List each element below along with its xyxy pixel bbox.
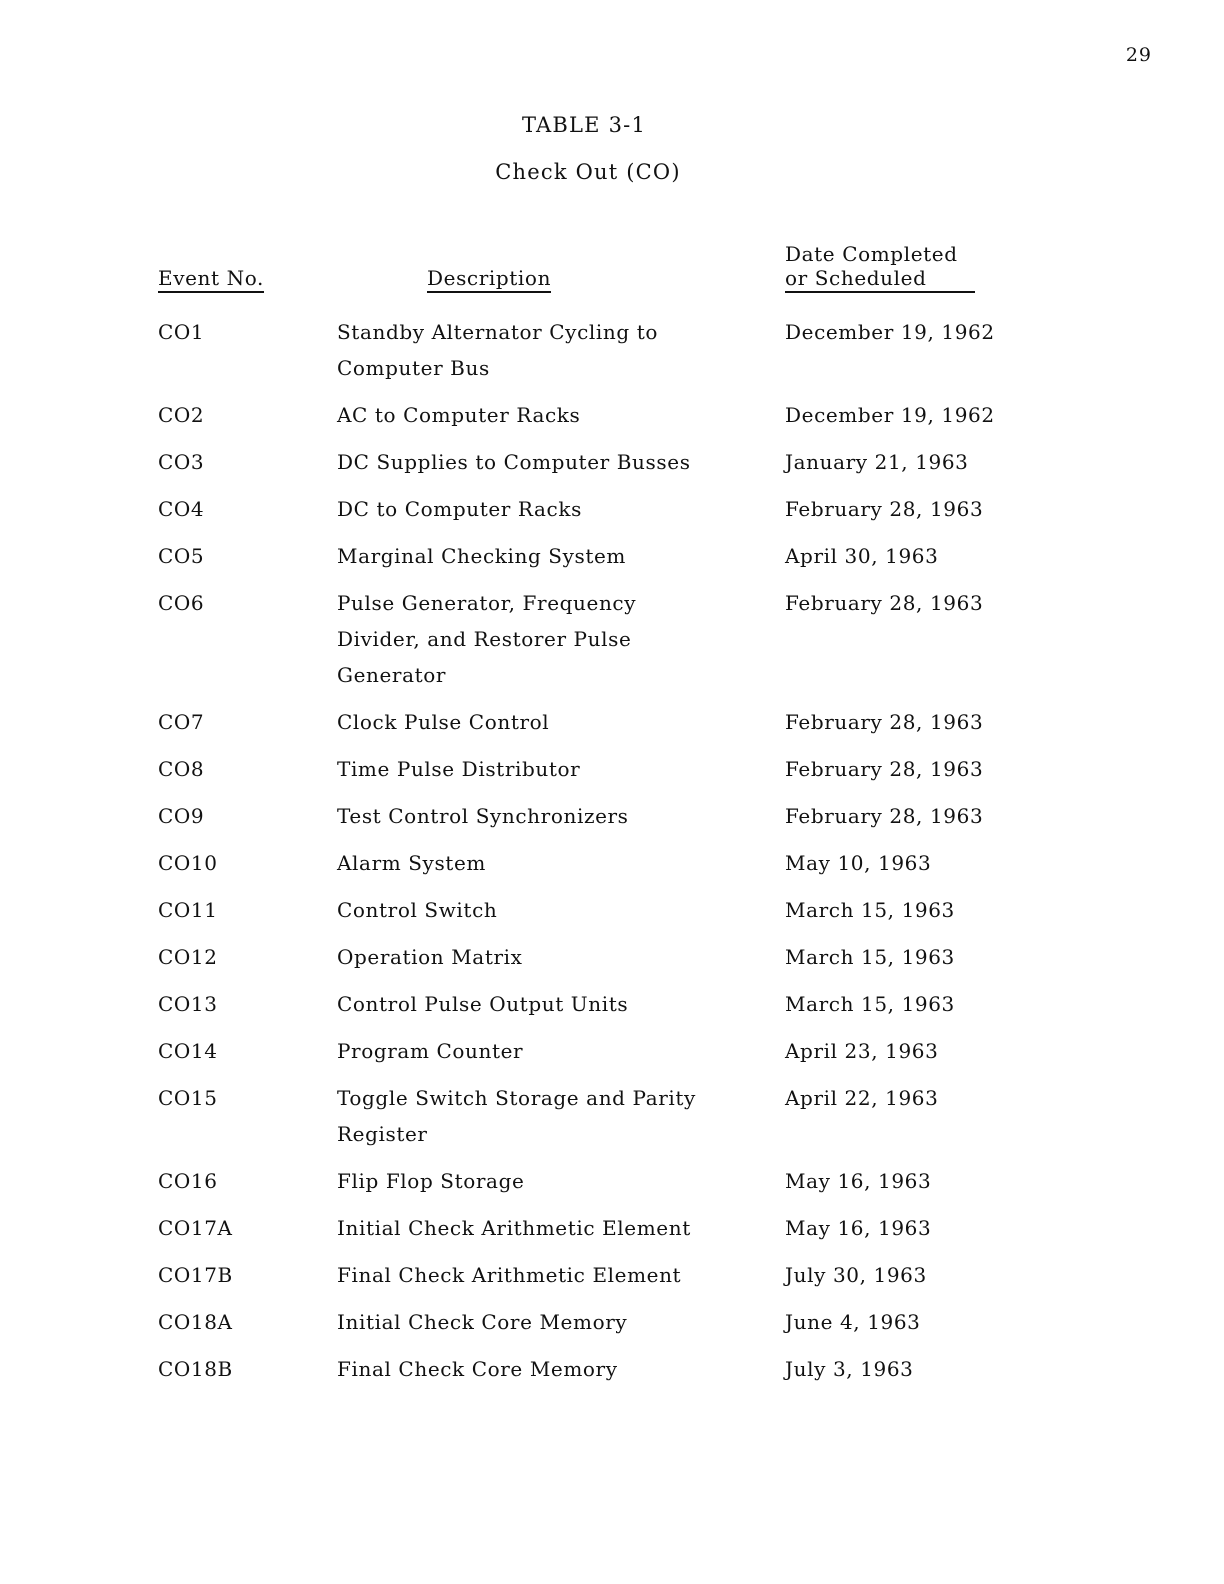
table-row (0, 1080, 1224, 1152)
event-date: May 16, 1963 (785, 1169, 932, 1193)
event-date: July 3, 1963 (785, 1357, 914, 1381)
event-date: May 16, 1963 (785, 1216, 932, 1240)
event-number: CO15 (158, 1086, 218, 1110)
event-number: CO7 (158, 710, 205, 734)
event-number: CO8 (158, 757, 205, 781)
table-row (0, 585, 1224, 693)
event-number: CO16 (158, 1169, 218, 1193)
event-number: CO3 (158, 450, 205, 474)
event-description: Final Check Arithmetic Element (337, 1263, 682, 1287)
event-date: February 28, 1963 (785, 591, 984, 615)
event-description: Marginal Checking System (337, 544, 626, 568)
event-number: CO1 (158, 320, 205, 344)
event-number: CO2 (158, 403, 205, 427)
table-row (0, 1351, 1224, 1387)
event-description: Control Switch (337, 898, 498, 922)
event-number: CO12 (158, 945, 218, 969)
event-description: Pulse Generator, Frequency Divider, and Restorer Pulse Generator (337, 591, 637, 687)
event-number: CO17A (158, 1216, 233, 1240)
event-date: May 10, 1963 (785, 851, 932, 875)
table-row (0, 751, 1224, 787)
table-row (0, 314, 1224, 386)
column-header-event: Event No. (158, 266, 264, 293)
event-number: CO10 (158, 851, 218, 875)
event-description: Initial Check Core Memory (337, 1310, 628, 1334)
table-row (0, 1210, 1224, 1246)
event-description: Flip Flop Storage (337, 1169, 525, 1193)
event-date: April 23, 1963 (785, 1039, 939, 1063)
event-number: CO11 (158, 898, 218, 922)
table-row (0, 845, 1224, 881)
event-description: Clock Pulse Control (337, 710, 550, 734)
event-description: Program Counter (337, 1039, 524, 1063)
event-number: CO6 (158, 591, 205, 615)
column-header-date-line2: or Scheduled (785, 266, 927, 290)
event-date: March 15, 1963 (785, 898, 955, 922)
event-description: Standby Alternator Cycling to Computer Bus (337, 320, 658, 380)
event-date: December 19, 1962 (785, 403, 995, 427)
event-date: February 28, 1963 (785, 757, 984, 781)
table-row (0, 444, 1224, 480)
table-subtitle: Check Out (CO) (495, 160, 681, 184)
table-row (0, 538, 1224, 574)
event-description: DC to Computer Racks (337, 497, 582, 521)
table-row (0, 798, 1224, 834)
table-title: TABLE 3-1 (521, 113, 647, 137)
event-description: DC Supplies to Computer Busses (337, 450, 691, 474)
table-row (0, 1304, 1224, 1340)
event-date: April 22, 1963 (785, 1086, 939, 1110)
event-number: CO18B (158, 1357, 233, 1381)
table-row (0, 397, 1224, 433)
event-number: CO4 (158, 497, 205, 521)
event-date: June 4, 1963 (785, 1310, 921, 1334)
event-description: Test Control Synchronizers (337, 804, 629, 828)
event-date: December 19, 1962 (785, 320, 995, 344)
event-number: CO18A (158, 1310, 233, 1334)
event-date: January 21, 1963 (785, 450, 969, 474)
table-row (0, 704, 1224, 740)
event-date: February 28, 1963 (785, 804, 984, 828)
page-number: 29 (1125, 44, 1152, 66)
event-description: Initial Check Arithmetic Element (337, 1216, 691, 1240)
event-date: February 28, 1963 (785, 497, 984, 521)
table-row (0, 1163, 1224, 1199)
table-row (0, 491, 1224, 527)
table-row (0, 986, 1224, 1022)
event-description: Operation Matrix (337, 945, 523, 969)
column-header-date (785, 242, 975, 293)
event-date: March 15, 1963 (785, 945, 955, 969)
column-header-description: Description (427, 266, 551, 293)
event-date: March 15, 1963 (785, 992, 955, 1016)
event-description: Alarm System (337, 851, 486, 875)
table-row (0, 892, 1224, 928)
event-description: Time Pulse Distributor (337, 757, 581, 781)
check-out-table (0, 314, 1224, 1398)
event-description: Toggle Switch Storage and Parity Register (337, 1086, 696, 1146)
event-description: Final Check Core Memory (337, 1357, 618, 1381)
event-description: Control Pulse Output Units (337, 992, 629, 1016)
event-description: AC to Computer Racks (337, 403, 581, 427)
column-header-date-line1: Date Completed (785, 242, 958, 266)
table-row (0, 1033, 1224, 1069)
table-row (0, 1257, 1224, 1293)
event-date: February 28, 1963 (785, 710, 984, 734)
event-number: CO9 (158, 804, 205, 828)
event-date: July 30, 1963 (785, 1263, 927, 1287)
event-date: April 30, 1963 (785, 544, 939, 568)
event-number: CO17B (158, 1263, 233, 1287)
event-number: CO13 (158, 992, 218, 1016)
event-number: CO5 (158, 544, 205, 568)
event-number: CO14 (158, 1039, 218, 1063)
table-row (0, 939, 1224, 975)
